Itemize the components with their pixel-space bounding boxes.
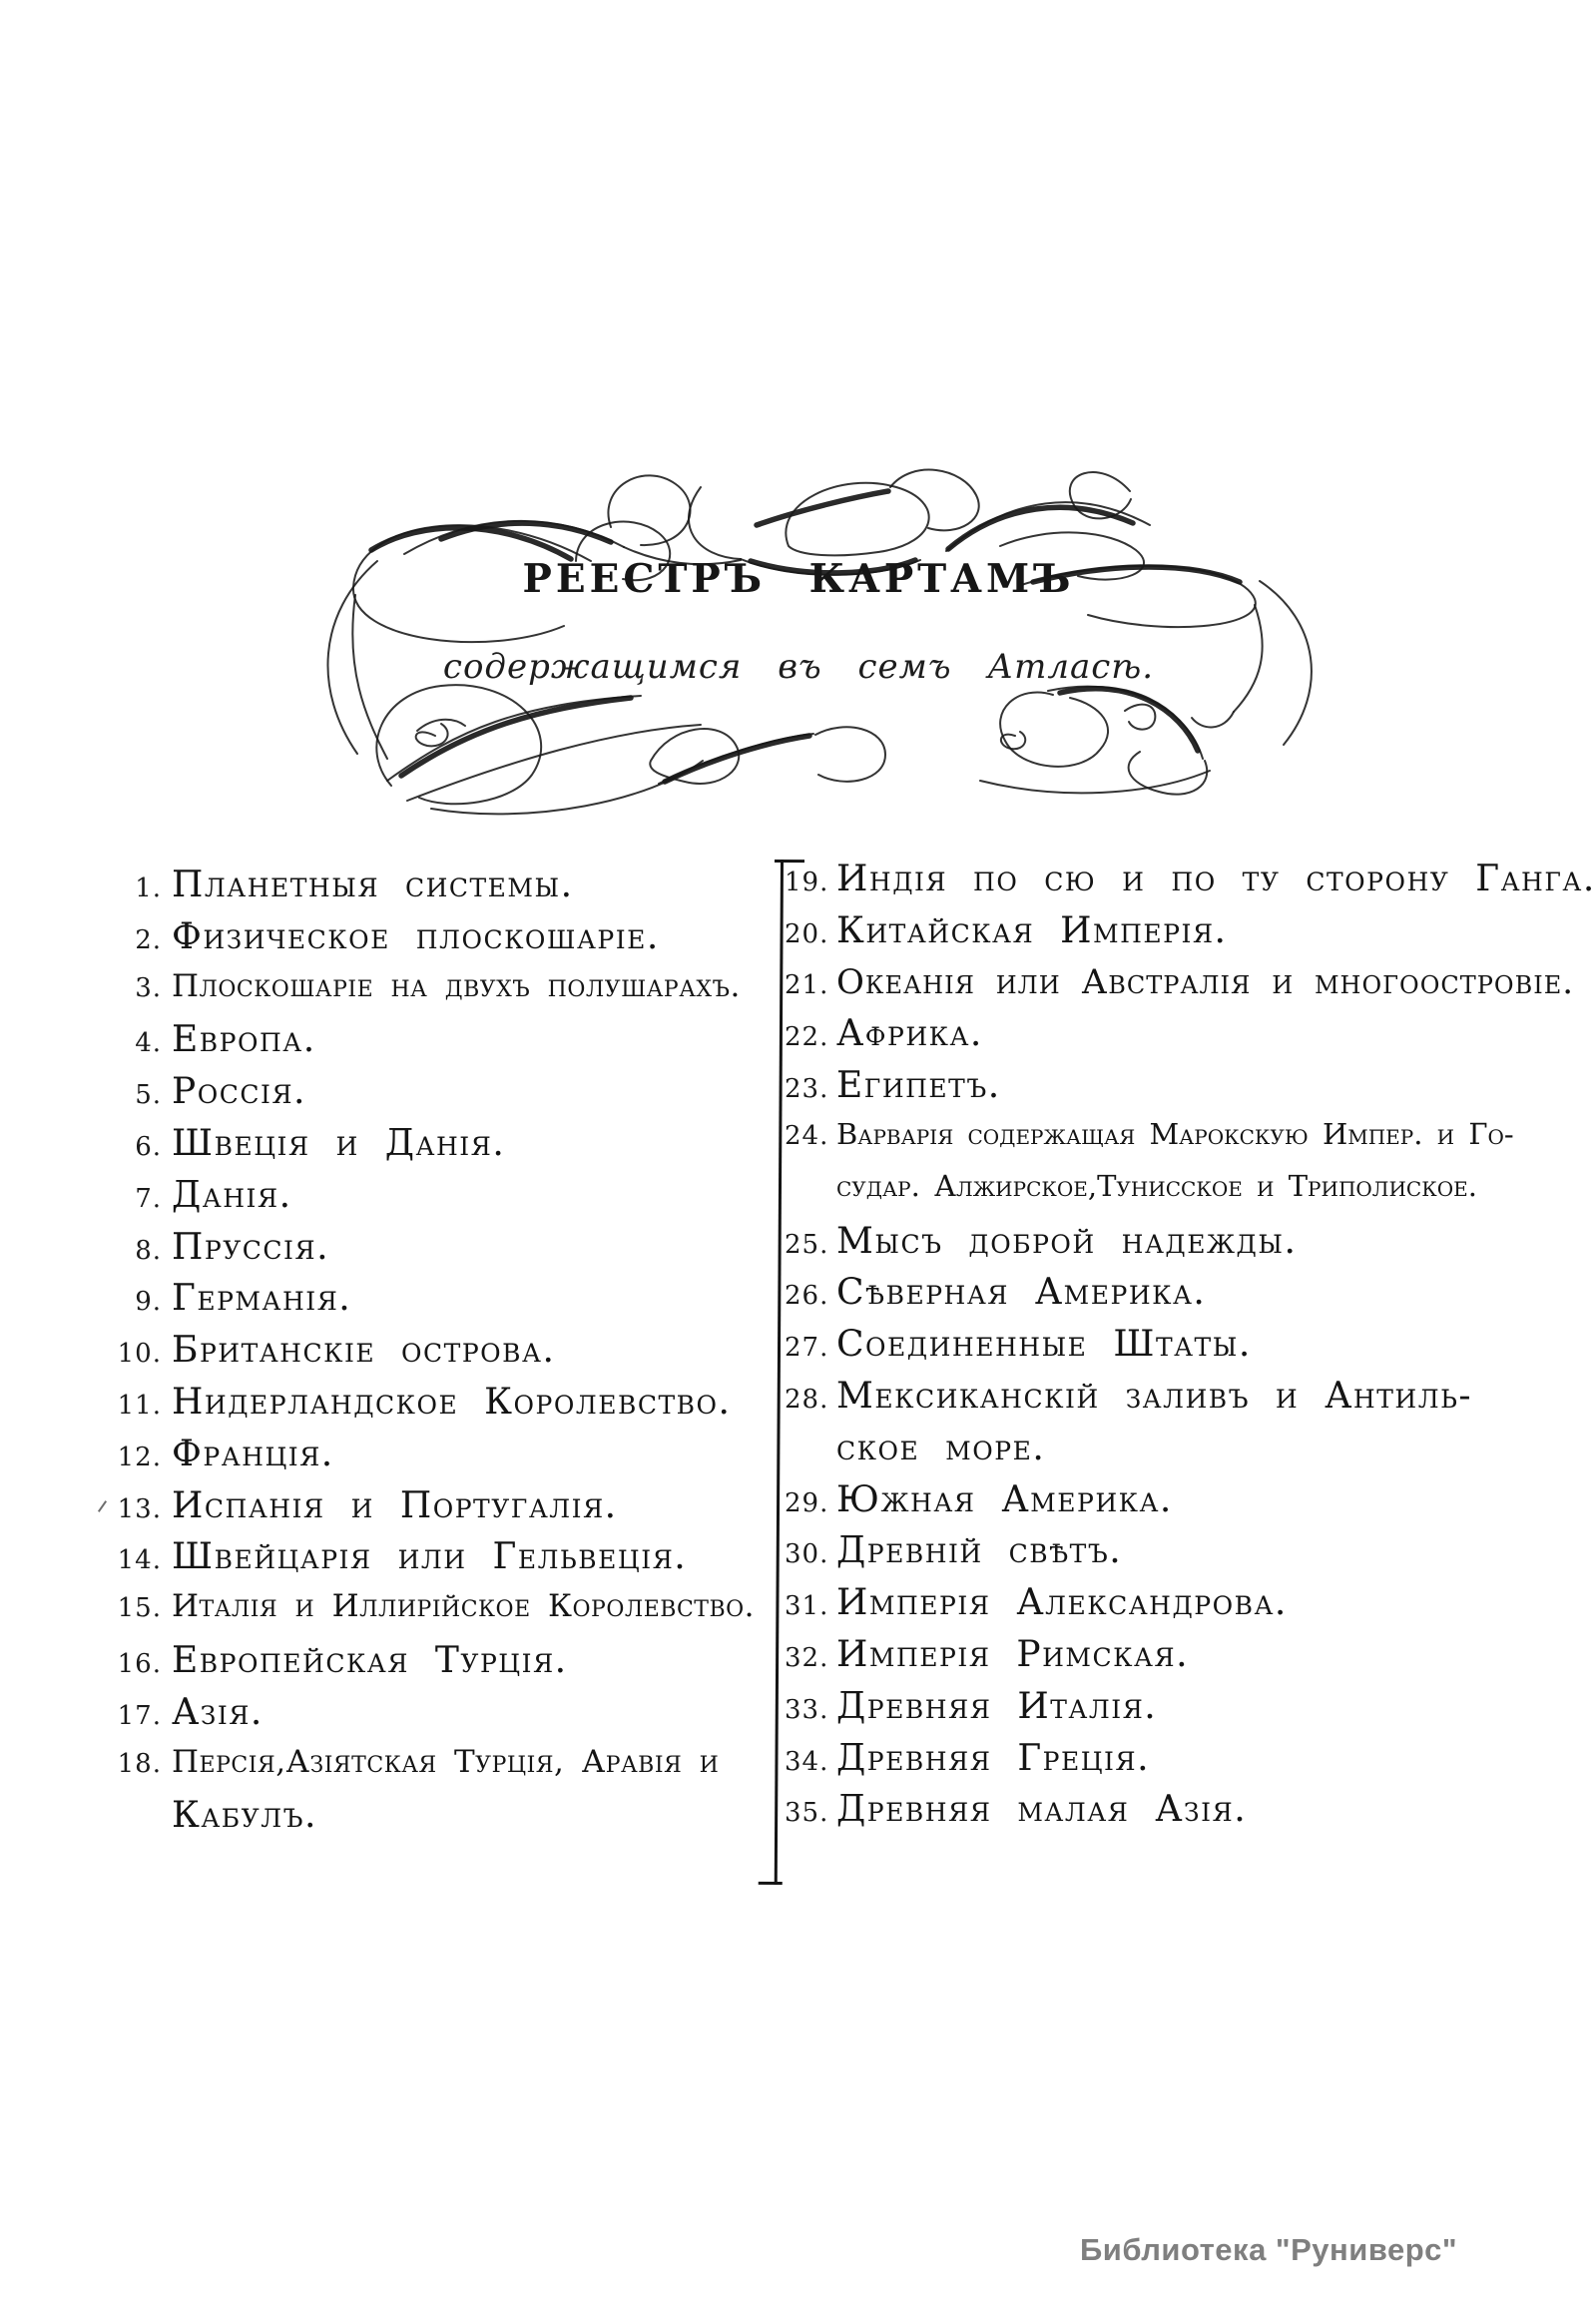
list-item (785, 1376, 1593, 1428)
list-item (100, 916, 779, 968)
map-list-left-column (100, 865, 779, 1847)
list-item (785, 1013, 1593, 1065)
item-number: 2. (135, 924, 162, 955)
item-text: Германія. (172, 1278, 352, 1320)
item-text: Италія и Иллирійское Королевство. (172, 1588, 756, 1625)
item-number: 10. (117, 1339, 162, 1370)
item-number: 28. (785, 1384, 829, 1415)
item-text: Мысъ доброй надежды. (836, 1220, 1298, 1262)
item-number: 33. (785, 1694, 829, 1725)
item-text-continuation: Кабулъ. (172, 1795, 317, 1837)
item-number: 14. (117, 1545, 162, 1576)
item-text-continuation: судар. Алжирское,Тунисское и Триполиское. (836, 1168, 1477, 1203)
page-title: РЕЕСТРЪ КАРТАМЪ (522, 556, 1075, 602)
list-item (100, 1434, 779, 1485)
item-number: 1. (135, 873, 162, 903)
item-text: Россія. (172, 1071, 306, 1113)
item-text: Сѣверная Америка. (836, 1272, 1207, 1314)
list-item (785, 1221, 1593, 1273)
list-item (100, 1692, 779, 1744)
page-subtitle: содержащимся въ семъ Атласѣ. (442, 647, 1155, 687)
list-item (785, 1634, 1593, 1686)
item-text: Европейская Турція. (172, 1639, 568, 1681)
item-number: 5. (135, 1080, 162, 1111)
item-text: Азія. (172, 1691, 264, 1733)
list-item (785, 1479, 1593, 1531)
item-text: Южная Америка. (836, 1478, 1173, 1520)
flourish-bottom-center (650, 727, 885, 784)
list-item (100, 1175, 779, 1227)
item-text: Персія,Азіятская Турція, Аравія и (172, 1743, 720, 1780)
item-number: 15. (117, 1593, 162, 1624)
list-item (100, 1227, 779, 1279)
item-number: 13. (117, 1493, 162, 1524)
list-item (785, 1738, 1593, 1790)
list-item (100, 1382, 779, 1434)
item-text: Мексиканскій заливъ и Антиль- (836, 1375, 1473, 1417)
item-text: Испанія и Португалія. (172, 1484, 618, 1526)
item-text: Имперія Римская. (836, 1633, 1190, 1675)
item-text: Швеція и Данія. (172, 1122, 506, 1164)
item-text: Варварія содержащая Марокскую Импер. и Го- (836, 1116, 1514, 1151)
item-text: Соединенные Штаты. (836, 1324, 1252, 1366)
item-text: Данія. (172, 1174, 292, 1216)
item-number: 22. (785, 1022, 829, 1053)
list-item (785, 1324, 1593, 1376)
item-number: 21. (785, 969, 829, 1000)
item-number: 12. (117, 1442, 162, 1472)
item-text: Океанія или Австралія и многоостровіе. (836, 961, 1575, 1002)
item-number: 11. (117, 1390, 162, 1421)
item-number: 18. (117, 1748, 162, 1779)
list-item (100, 1536, 779, 1588)
item-number: 3. (135, 972, 162, 1003)
item-text: Швейцарія или Гельвеція. (172, 1536, 688, 1578)
item-number: 29. (785, 1487, 829, 1518)
item-text: Пруссія. (172, 1226, 330, 1268)
item-text: Европа. (172, 1019, 316, 1061)
list-item (100, 1071, 779, 1123)
item-text: Физическое плоскошаріе. (172, 915, 660, 957)
list-item (100, 1330, 779, 1382)
list-item-continuation (100, 1795, 779, 1847)
item-number: 8. (135, 1235, 162, 1266)
list-item-continuation (785, 1169, 1593, 1221)
list-item (785, 1686, 1593, 1738)
item-number: 20. (785, 918, 829, 949)
item-text: Франція. (172, 1433, 334, 1474)
item-text: Имперія Александрова. (836, 1582, 1288, 1624)
item-text-continuation: ское море. (836, 1427, 1046, 1468)
item-text: Африка. (836, 1013, 983, 1055)
item-number: 19. (785, 868, 829, 897)
item-text: Египетъ. (836, 1065, 1001, 1107)
item-text: Британскіе острова. (172, 1330, 556, 1372)
item-number: 9. (135, 1287, 162, 1318)
item-text: Древняя Греція. (836, 1737, 1151, 1779)
item-number: 32. (785, 1642, 829, 1673)
item-number: 16. (117, 1648, 162, 1679)
list-item (100, 1588, 779, 1640)
item-number: 26. (785, 1281, 829, 1312)
flourish-bottom-right (980, 687, 1210, 795)
item-number: 7. (135, 1183, 162, 1214)
list-item (785, 1530, 1593, 1582)
item-text: Плоскошаріе на двухъ полушарахъ. (172, 967, 741, 1004)
calligraphic-flourish (230, 429, 1367, 844)
item-text: Планетныя системы. (172, 865, 574, 905)
item-text: Древній свѣтъ. (836, 1530, 1123, 1572)
map-list-right-column (785, 859, 1596, 1841)
item-number: 6. (135, 1131, 162, 1162)
list-item (785, 1582, 1593, 1634)
list-item (100, 968, 779, 1020)
item-number: 34. (785, 1746, 829, 1777)
list-item (785, 1272, 1593, 1324)
list-item (100, 1640, 779, 1692)
list-item (785, 962, 1593, 1014)
item-number: 30. (785, 1539, 829, 1570)
item-number: 31. (785, 1591, 829, 1622)
list-item (100, 1123, 779, 1175)
list-item (785, 859, 1596, 910)
list-item (100, 1744, 779, 1796)
item-number: 17. (117, 1700, 162, 1731)
item-text: Нидерландское Королевство. (172, 1381, 732, 1423)
list-item (785, 1065, 1593, 1117)
item-text: Древняя малая Азія. (836, 1789, 1248, 1831)
list-item-continuation (785, 1428, 1593, 1479)
list-item (100, 1485, 779, 1537)
list-item (100, 1278, 779, 1330)
item-text: Древняя Италія. (836, 1685, 1158, 1727)
list-item (785, 1789, 1593, 1841)
item-text: Китайская Имперія. (836, 909, 1228, 951)
item-number: 35. (785, 1798, 829, 1829)
library-watermark: Библиотека "Руниверс" (1080, 2232, 1458, 2267)
item-number: 4. (135, 1028, 162, 1059)
item-number: 23. (785, 1074, 829, 1105)
flourish-bottom-left (376, 685, 703, 814)
list-item (785, 1117, 1593, 1169)
item-number: 27. (785, 1333, 829, 1364)
list-item (100, 865, 779, 916)
item-number: 24. (785, 1120, 829, 1151)
list-item (785, 910, 1593, 962)
list-item (100, 1019, 779, 1071)
item-number: 25. (785, 1229, 829, 1260)
item-text: Индія по сю и по ту сторону Ганга. (836, 859, 1596, 899)
